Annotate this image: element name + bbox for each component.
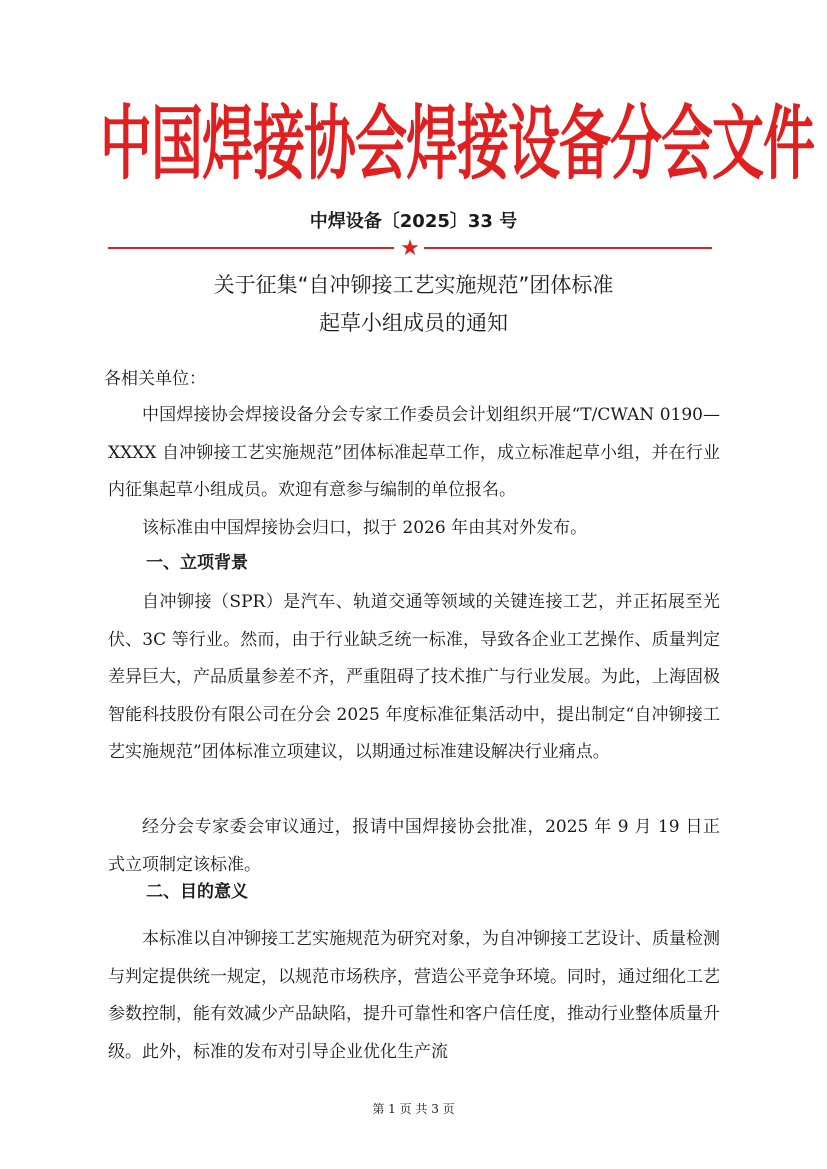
page-footer: 第 1 页 共 3 页 (372, 1102, 455, 1116)
red-divider-left (108, 247, 394, 249)
paragraph-background: 自冲铆接（SPR）是汽车、轨道交通等领域的关键连接工艺，并正拓展至光伏、3C 等行业。然而，由于行业缺乏统一标准，导致各企业工艺操作、质量判定差异巨大，产品质量参差不齐，严重阻碍了技术推广与行业发展。为此，上海固极智能科技股份有限公司在分会 2025 年度标准征集活动中，提出制定“自冲铆接工艺实施规范”团体标准立项建议，以期通过标准建设解决行业痛点。 (108, 592, 720, 762)
section-heading-background: 一、立项背景 (146, 553, 248, 573)
red-star-icon: ★ (400, 236, 420, 261)
section-heading-purpose: 二、目的意义 (146, 882, 248, 902)
notice-title-line-2: 起草小组成员的通知 (319, 311, 508, 335)
red-divider-right (424, 247, 712, 249)
paragraph-purpose: 本标准以自冲铆接工艺实施规范为研究对象，为自冲铆接工艺设计、质量检测与判定提供统一规定，以规范市场秩序，营造公平竞争环境。同时，通过细化工艺参数控制，能有效减少产品缺陷，提升可靠性和客户信任度，推动行业整体质量升级。此外，标准的发布对引导企业优化生产流 (108, 929, 720, 1062)
paragraph-publication: 该标准由中国焊接协会归口，拟于 2026 年由其对外发布。 (142, 518, 588, 538)
document-number: 中焊设备〔2025〕33 号 (309, 211, 518, 232)
salutation: 各相关单位： (104, 369, 206, 389)
paragraph-approval: 经分会专家委会审议通过，报请中国焊接协会批准，2025 年 9 月 19 日正式立项制定该标准。 (108, 817, 720, 875)
notice-title-line-1: 关于征集“自冲铆接工艺实施规范”团体标准 (213, 273, 614, 297)
masthead-title: 中国焊接协会焊接设备分会文件 (100, 98, 815, 192)
paragraph-intro: 中国焊接协会焊接设备分会专家工作委员会计划组织开展“T/CWAN 0190—XXXX 自冲铆接工艺实施规范”团体标准起草工作，成立标准起草小组，并在行业内征集起草小组成员。欢迎有意参与编制的单位报名。 (108, 405, 720, 500)
